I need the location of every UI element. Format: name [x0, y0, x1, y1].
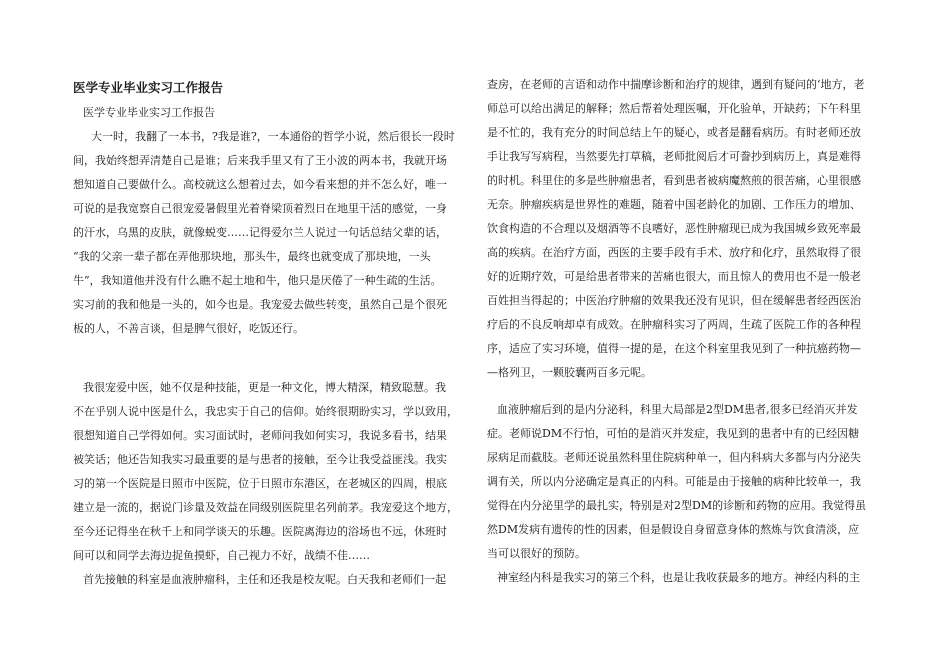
text-line: 想知道自己要做什么。高校就这么想着过去，如今看来想的并不怎么好，唯一: [73, 178, 447, 191]
text-line: 习的第一个医院是日照市中医院，位于日照市东港区，在老城区的四周，根底: [73, 477, 447, 490]
text-line: 百姓担当得起的；中医治疗肿瘤的效果我还没有见识，但在缓解患者经西医治: [487, 294, 861, 307]
text-line: 调有关，所以内分泌确定是真正的内科。可能是由于接触的病种比较单一，我: [487, 475, 861, 488]
text-line: 血液肿瘤后到的是内分泌科，科里大局部是2型DM患者,很多已经消灭并发: [497, 403, 858, 416]
text-line: 牛”，我知道他并没有什么瞧不起土地和牛，他只是厌倦了一种生疏的生活。: [73, 274, 442, 287]
text-line: 然DM发病有遗传的性的因素，但是假设自身留意身体的熬炼与饮食清淡，应: [487, 523, 860, 536]
text-line: 首先接触的科室是血液肿瘤科，主任和还我是校友呢。白天我和老师们一起: [83, 573, 446, 586]
text-line: 间，我始终想弄清楚自己是谁；后来我手里又有了王小波的两本书，我就开场: [73, 154, 447, 167]
text-line: 板的人，不善言谈，但是脾气很好，吃饭还行。: [73, 322, 304, 335]
text-line: 好的近期疗效，可是给患者带来的苦痛也很大，而且惊人的费用也不是一般老: [487, 270, 861, 283]
text-line: 症。老师说DM不行怕，可怕的是消灭并发症，我见到的患者中有的已经因糖: [487, 427, 860, 440]
text-line: 当可以很好的预防。: [487, 547, 586, 560]
text-line: 疗后的不良反响却卓有成效。在肿瘤科实习了两周，生疏了医院工作的各种程: [487, 318, 861, 331]
text-line: 建立是一流的，据说门诊量及效益在同级别医院里名列前茅。我宠爱这个地方，: [73, 501, 458, 514]
text-line: 尿病足而截肢。老师还说虽然科里住院病种单一，但内科病大多都与内分泌失: [487, 451, 861, 464]
text-line: 无奈。肿瘤疾病是世界性的难题，随着中国老龄化的加剧、工作压力的增加、: [487, 198, 861, 211]
text-line: 医学专业毕业实习工作报告: [83, 106, 215, 119]
text-line: 师总可以给出满足的解释；然后帮着处理医嘱，开化验单，开缺药；下午科里: [487, 102, 861, 115]
text-line: 序，适应了实习环境，值得一提的是，在这个科室里我见到了一种抗癌药物—: [487, 342, 861, 355]
text-line: 饮食构造的不合理以及烟酒等不良嗜好，恶性肿瘤现已成为我国城乡致死率最: [487, 222, 861, 235]
text-line: —格列卫，一颗胶囊两百多元呢。: [487, 366, 652, 379]
text-line: 的汗水，乌黑的皮肤，就像蜕变……记得爱尔兰人说过一句话总结父辈的话，: [73, 226, 447, 239]
text-line: 神室经内科是我实习的第三个科，也是让我收获最多的地方。神经内科的主: [497, 571, 860, 584]
text-line: 很想知道自己学得如何。实习面试时，老师问我如何实习，我说多看书，结果: [73, 429, 447, 442]
text-line: 我很宠爱中医，她不仅是种技能，更是一种文化，博大精深，精致聪慧。我: [83, 381, 446, 394]
text-line: 的时机。科里住的多是些肿瘤患者，看到患者被病魔熬煎的很苦痛，心里很感: [487, 174, 861, 187]
text-line: 觉得在内分泌里学的最扎实，特别是对2型DM的诊断和药物的应用。我觉得虽: [487, 499, 867, 512]
text-line: “我的父亲一辈子都在弄他那块地，那头牛，最终也就变成了那块地，一头: [73, 250, 431, 263]
text-line: 是不忙的，我有充分的时间总结上午的疑心，或者是翻看病历。有时老师还放: [487, 126, 861, 139]
document-title: 医学专业毕业实习工作报告: [73, 80, 224, 95]
text-line: 至今还记得坐在秋千上和同学谈天的乐趣。医院离海边的浴场也不远，休班时: [73, 525, 447, 538]
text-line: 大一时，我翻了一本书，?我是谁?，一本通俗的哲学小说，然后很长一段时: [91, 130, 455, 143]
text-line: 手让我写写病程，当然要先打草稿，老师批阅后才可誊抄到病历上，真是难得: [487, 150, 861, 163]
text-line: 可说的是我宽察自己很宠爱暑假里光着脊梁顶着烈日在地里干活的感觉，一身: [73, 202, 447, 215]
text-line: 实习前的我和他是一头的，如今也是。我宠爱去做些转变，虽然自己是个很死: [73, 298, 447, 311]
text-line: 间可以和同学去海边捉鱼摸虾，自己视力不好，战绩不佳……: [73, 549, 370, 562]
text-line: 被笑话；他还告知我实习最重要的是与患者的接触，至今让我受益匪浅。我实: [73, 453, 447, 466]
text-line: 不在乎别人说中医是什么，我忠实于自己的信仰。始终很期盼实习，学以致用，: [73, 405, 458, 418]
text-line: 高的疾病。在治疗方面，西医的主要手段有手术、放疗和化疗，虽然取得了很: [487, 246, 861, 259]
text-line: 查房，在老师的言语和动作中揣摩诊断和治疗的规律，遇到有疑问的‘地方，老: [487, 78, 865, 91]
